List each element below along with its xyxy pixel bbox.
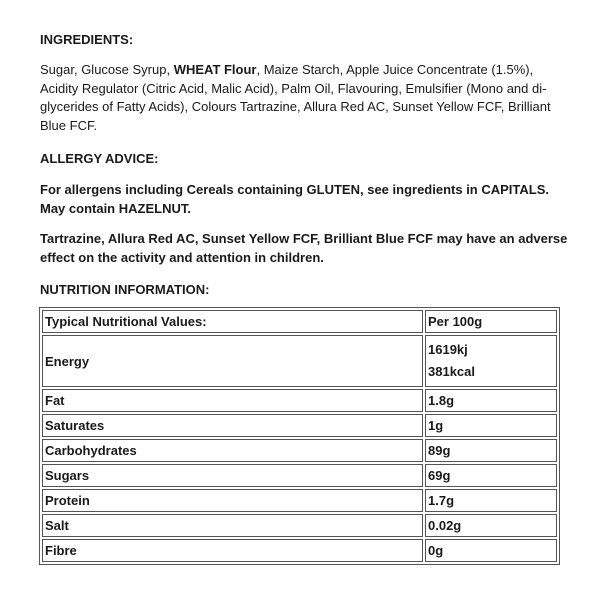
ingredients-allergen-wheat: WHEAT Flour	[173, 62, 257, 77]
nutrient-value: 0g	[425, 539, 557, 562]
nutrient-label: Protein	[42, 489, 423, 512]
ingredients-text-pre: Sugar, Glucose Syrup,	[40, 62, 174, 77]
nutrition-row	[42, 539, 557, 562]
ingredients-text-post: , Maize Starch, Apple Juice Concentrate (1.5%), Acidity Regulator (Citric Acid, Malic Acid), Palm Oil, Flavouring, Emulsifier (Mono and di-glycerides of Fatty Acids), Colours Tartrazine, Allura Red AC, Sunset Yellow FCF, Brilliant Blue FCF.	[40, 62, 551, 133]
energy-kj: 1619kj	[428, 342, 468, 357]
nutrition-row	[42, 489, 557, 512]
nutrient-value: 1g	[425, 414, 557, 437]
nutrient-label: Sugars	[42, 464, 423, 487]
nutrition-header-value: Per 100g	[425, 310, 557, 333]
nutrient-value: 89g	[425, 439, 557, 462]
nutrient-label: Fibre	[42, 539, 423, 562]
nutrient-label: Salt	[42, 514, 423, 537]
ingredients-text	[40, 61, 570, 135]
nutrition-row	[42, 389, 557, 412]
nutrient-label: Saturates	[42, 414, 423, 437]
nutrient-value: 69g	[425, 464, 557, 487]
ingredients-heading: INGREDIENTS:	[40, 32, 134, 47]
nutrition-row	[42, 514, 557, 537]
nutrition-header-row	[42, 310, 557, 333]
nutrient-value: 1.8g	[425, 389, 557, 412]
nutrient-value: 0.02g	[425, 514, 557, 537]
additive-warning: Tartrazine, Allura Red AC, Sunset Yellow FCF, Brilliant Blue FCF may have an adverse effect on the activity and attention in children.	[40, 231, 568, 265]
nutrition-table	[39, 307, 560, 565]
nutrition-row	[42, 464, 557, 487]
energy-values	[425, 335, 557, 387]
energy-label: Energy	[42, 335, 423, 387]
nutrition-heading: NUTRITION INFORMATION:	[40, 282, 210, 297]
energy-kcal: 381kcal	[428, 364, 475, 379]
nutrition-row	[42, 414, 557, 437]
nutrition-row	[42, 439, 557, 462]
nutrition-energy-row	[42, 335, 557, 387]
nutrient-value: 1.7g	[425, 489, 557, 512]
allergy-text: For allergens including Cereals containing GLUTEN, see ingredients in CAPITALS. May contain HAZELNUT.	[40, 182, 550, 216]
nutrient-label: Fat	[42, 389, 423, 412]
allergy-heading: ALLERGY ADVICE:	[40, 151, 159, 166]
nutrition-header-label: Typical Nutritional Values:	[42, 310, 423, 333]
product-label	[40, 32, 570, 565]
nutrient-label: Carbohydrates	[42, 439, 423, 462]
